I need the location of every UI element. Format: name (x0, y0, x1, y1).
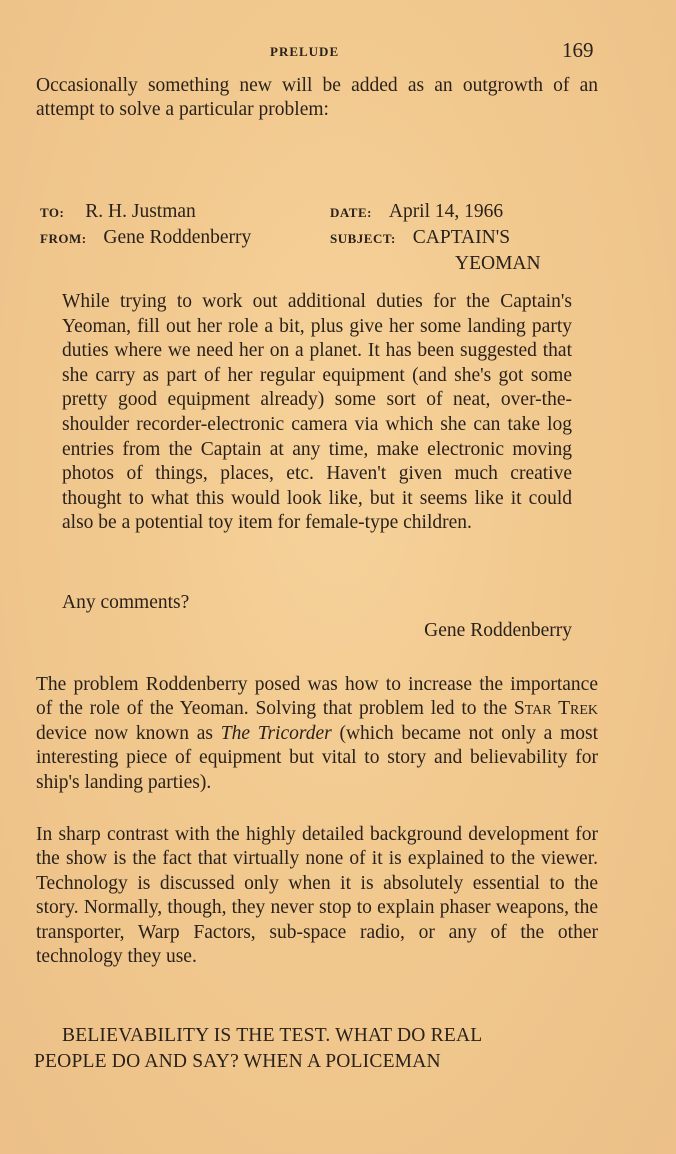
tricorder-name: The Tricorder (220, 722, 332, 744)
memo-date (330, 200, 503, 226)
paragraph-tricorder (36, 673, 598, 795)
memo-body (62, 290, 572, 536)
intro-paragraph: Occasionally something new will be added as an outgrowth of an attempt to solve a particular problem: (36, 75, 598, 121)
caps-line-2: PEOPLE DO AND SAY? WHEN A POLICEMAN (34, 1051, 441, 1072)
memo-from (40, 226, 251, 252)
memo-to-value: R. H. Justman (85, 201, 196, 222)
memo-subject (330, 226, 510, 252)
memo-date-value: April 14, 1966 (388, 201, 504, 222)
paragraph-tricorder-b: device now known as (36, 722, 221, 744)
paragraph-tricorder-a: The problem Roddenberry posed was how to increase the importance of the role of the Yeoman. Solving that problem led to the (36, 674, 598, 720)
memo-to-label: TO: (40, 205, 65, 220)
paragraph-tricorder-c: (which became not only a most interesting piece of equipment but vital to story and believability for ship's landing parties). (36, 722, 598, 793)
memo-closing: Any comments? (62, 592, 190, 613)
caps-heading (34, 1023, 594, 1075)
memo-date-label: DATE: (330, 205, 372, 220)
memo-from-label: FROM: (40, 231, 87, 246)
caps-line-1: BELIEVABILITY IS THE TEST. WHAT DO REAL (62, 1025, 483, 1046)
paragraph-technology: In sharp contrast with the highly detailed background development for the show is the fact that virtually none of it is explained to the viewer. Technology is discussed only when it is absolutely essential to the story. Normally, though, they never stop to explain phaser weapons, the transporter, Warp Factors, sub-space radio, or any of the other technology they use. (36, 824, 598, 968)
memo-body-text: While trying to work out additional duties for the Captain's Yeoman, fill out her role a bit, plus give her some landing party duties where we need her on a planet. It has been suggested that she carry as part of her regular equipment (and she's got some pretty good equipment already) some sort of neat, over-the-shoulder recorder-electronic camera via which she can take log entries from the Captain at any time, make electronic moving photos of things, places, etc. Haven't given much creative thought to what this would look like, but it seems like it could also be a potential toy item for female-type children. (62, 291, 572, 534)
memo-signature: Gene Roddenberry (424, 620, 572, 641)
memo-to (40, 200, 196, 226)
memo-from-value: Gene Roddenberry (103, 227, 252, 248)
memo-subject-line2 (455, 252, 541, 277)
memo-subject-label: SUBJECT: (330, 231, 396, 246)
memo-subject-value-line2: YEOMAN (455, 253, 541, 274)
star-trek-name: Star Trek (513, 698, 598, 720)
running-title: PRELUDE (270, 44, 340, 59)
page-number: 169 (562, 38, 594, 62)
memo-subject-value-line1: CAPTAIN'S (412, 227, 511, 248)
